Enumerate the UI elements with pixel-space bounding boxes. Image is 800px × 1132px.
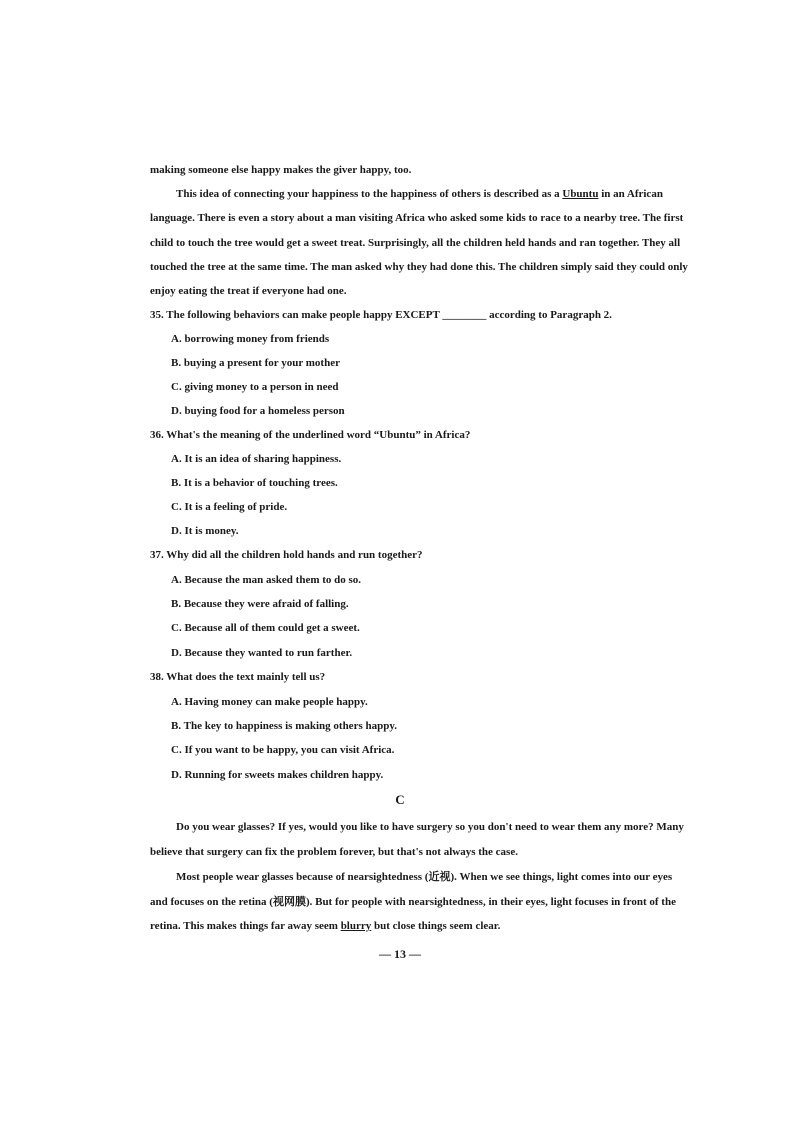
question-38-option-b: B. The key to happiness is making others happy. (171, 720, 397, 732)
passage-c-p2-line-1: Most people wear glasses because of nearsightedness (近视). When we see things, light comes into our eyes (176, 871, 673, 883)
passage-b-p2-line-3: child to touch the tree would get a sweet treat. Surprisingly, all the children held hands and ran together. They all (150, 237, 681, 249)
question-37-option-b: B. Because they were afraid of falling. (171, 598, 349, 610)
question-37-stem: 37. Why did all the children hold hands and run together? (150, 549, 423, 561)
question-36-option-a: A. It is an idea of sharing happiness. (171, 453, 342, 465)
question-35-option-c: C. giving money to a person in need (171, 381, 339, 393)
passage-b-p2-line-2: language. There is even a story about a man visiting Africa who asked some kids to race to a nearby tree. The first (150, 212, 684, 224)
text-segment: This idea of connecting your happiness to the happiness of others is described as a (176, 188, 563, 200)
question-36-option-b: B. It is a behavior of touching trees. (171, 477, 338, 489)
passage-b-line-1: making someone else happy makes the giver happy, too. (150, 164, 412, 176)
question-35-option-d: D. buying food for a homeless person (171, 405, 345, 417)
question-38-stem: 38. What does the text mainly tell us? (150, 671, 326, 683)
passage-c-p2-line-2: and focuses on the retina (视网膜). But for people with nearsightedness, in their eyes, light focuses in front of the (150, 896, 676, 908)
passage-b-p2-line-5: enjoy eating the treat if everyone had one. (150, 285, 347, 297)
question-35-option-a: A. borrowing money from friends (171, 333, 330, 345)
question-36-option-c: C. It is a feeling of pride. (171, 501, 288, 513)
question-38-option-d: D. Running for sweets makes children happy. (171, 769, 384, 781)
question-38-option-c: C. If you want to be happy, you can visit Africa. (171, 744, 395, 756)
passage-c-p1-line-1: Do you wear glasses? If yes, would you like to have surgery so you don't need to wear them any more? Many (176, 821, 684, 833)
question-36-option-d: D. It is money. (171, 525, 239, 537)
question-38-option-a: A. Having money can make people happy. (171, 696, 368, 708)
question-37-option-c: C. Because all of them could get a sweet. (171, 622, 360, 634)
text-segment: in an African (598, 188, 663, 200)
text-segment: retina. This makes things far away seem (150, 920, 341, 932)
underlined-word-blurry: blurry (340, 920, 372, 932)
passage-b-p2-line-1 (176, 187, 663, 201)
question-37-option-a: A. Because the man asked them to do so. (171, 574, 362, 586)
passage-c-p2-line-3 (150, 919, 500, 933)
passage-b-p2-line-4: touched the tree at the same time. The man asked why they had done this. The children simply said they could only (150, 261, 688, 273)
question-35-option-b: B. buying a present for your mother (171, 357, 340, 369)
question-37-option-d: D. Because they wanted to run farther. (171, 647, 353, 659)
text-segment: but close things seem clear. (371, 920, 501, 932)
underlined-word-ubuntu: Ubuntu (562, 188, 599, 200)
passage-c-title: C (395, 792, 405, 807)
page-number: — 13 — (379, 947, 421, 961)
passage-c-p1-line-2: believe that surgery can fix the problem forever, but that's not always the case. (150, 846, 518, 858)
question-35-stem: 35. The following behaviors can make people happy EXCEPT ________ according to Paragraph 2. (150, 309, 612, 321)
question-36-stem: 36. What's the meaning of the underlined word “Ubuntu” in Africa? (150, 429, 471, 441)
